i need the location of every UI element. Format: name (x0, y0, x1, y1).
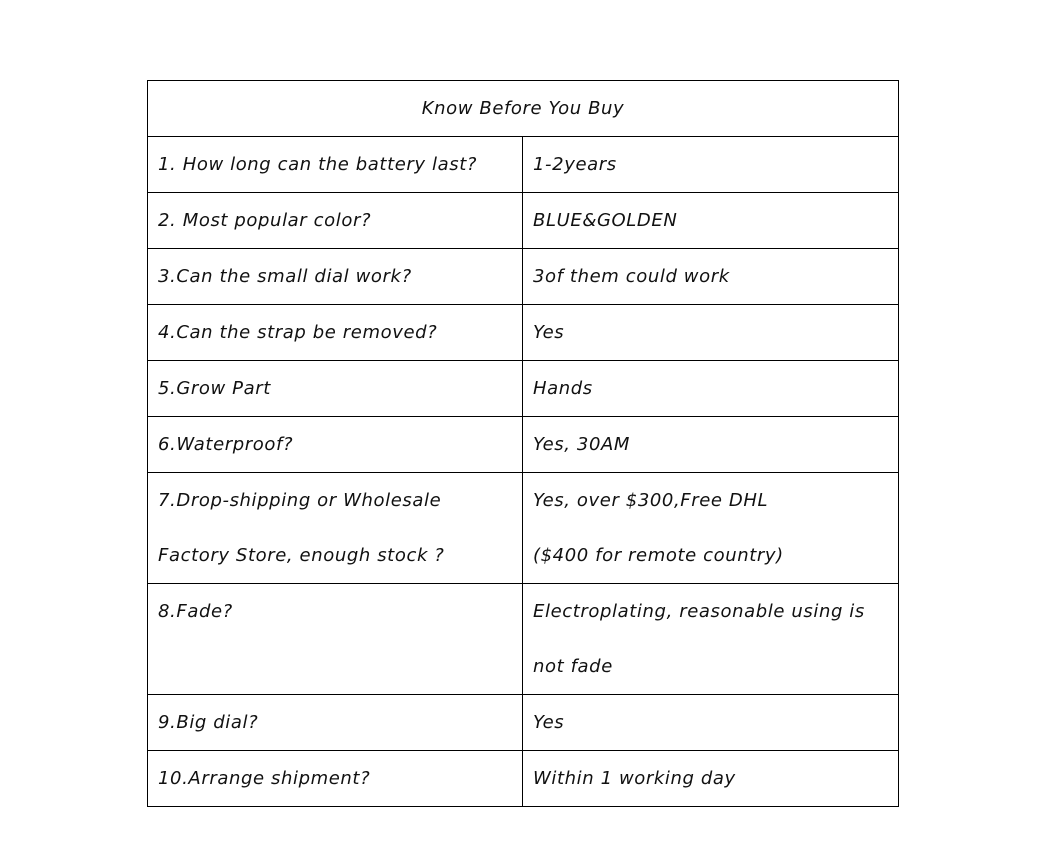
table-row (148, 751, 899, 807)
question-text: 10.Arrange shipment? (158, 768, 371, 789)
question-text: 3.Can the small dial work? (158, 266, 412, 287)
table-row (148, 584, 899, 695)
question-cell (148, 361, 523, 417)
answer-cell (523, 584, 899, 695)
question-text: Factory Store, enough stock ? (158, 545, 445, 566)
question-cell (148, 695, 523, 751)
answer-cell (523, 361, 899, 417)
question-cell (148, 473, 523, 584)
question-cell (148, 249, 523, 305)
table-row (148, 361, 899, 417)
table-row (148, 193, 899, 249)
table-row (148, 473, 899, 584)
question-cell (148, 584, 523, 695)
table-row (148, 249, 899, 305)
answer-text: Electroplating, reasonable using is (533, 601, 865, 622)
answer-text: Yes, over $300,Free DHL (533, 490, 769, 511)
question-cell (148, 417, 523, 473)
question-text: 2. Most popular color? (158, 210, 372, 231)
answer-cell (523, 751, 899, 807)
table-row (148, 417, 899, 473)
answer-text: BLUE&GOLDEN (533, 210, 678, 231)
question-text: 9.Big dial? (158, 712, 259, 733)
answer-text: 3of them could work (533, 266, 730, 287)
answer-text: Yes, 30AM (533, 434, 631, 455)
question-text: 8.Fade? (158, 601, 233, 622)
question-cell (148, 751, 523, 807)
question-cell (148, 305, 523, 361)
table-title: Know Before You Buy (148, 81, 899, 137)
question-cell (148, 193, 523, 249)
answer-cell (523, 137, 899, 193)
question-text: 7.Drop-shipping or Wholesale (158, 490, 442, 511)
question-text: 4.Can the strap be removed? (158, 322, 438, 343)
answer-cell (523, 193, 899, 249)
answer-cell (523, 473, 899, 584)
answer-cell (523, 305, 899, 361)
table-row (148, 137, 899, 193)
answer-text: not fade (533, 656, 613, 677)
answer-text: ($400 for remote country) (533, 545, 784, 566)
question-text: 6.Waterproof? (158, 434, 294, 455)
question-text: 5.Grow Part (158, 378, 271, 399)
answer-text: Yes (533, 322, 565, 343)
answer-text: Within 1 working day (533, 768, 736, 789)
answer-cell (523, 417, 899, 473)
answer-text: Yes (533, 712, 565, 733)
question-text: 1. How long can the battery last? (158, 154, 478, 175)
faq-table (147, 80, 899, 807)
answer-cell (523, 695, 899, 751)
table-title-row (148, 81, 899, 137)
answer-text: Hands (533, 378, 593, 399)
question-cell (148, 137, 523, 193)
answer-cell (523, 249, 899, 305)
table-row (148, 305, 899, 361)
table-row (148, 695, 899, 751)
answer-text: 1-2years (533, 154, 617, 175)
